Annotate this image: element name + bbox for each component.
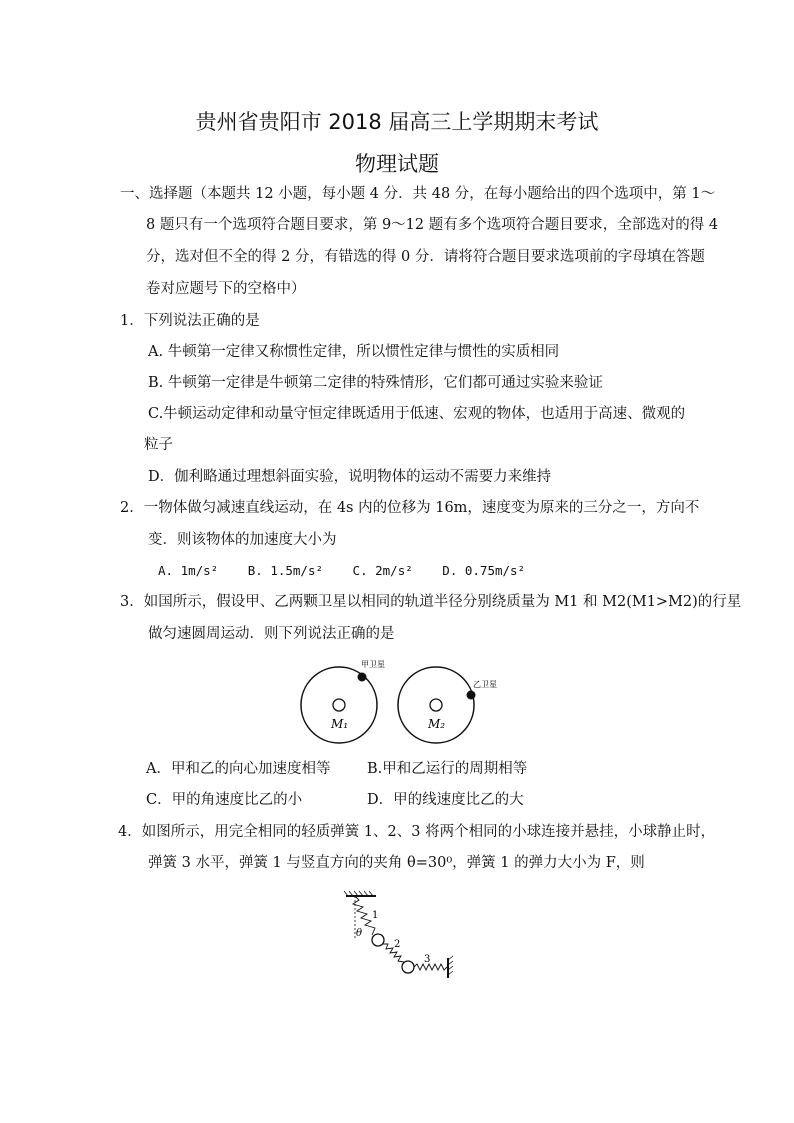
planet-1-label: M₁ xyxy=(331,717,349,731)
section-instructions-line: 卷对应题号下的空格中） xyxy=(146,281,306,297)
planet-1 xyxy=(333,699,345,711)
exam-title: 贵州省贵阳市 2018 届高三上学期期末考试 xyxy=(195,110,599,134)
section-instructions-line: 分，选对但不全的得 2 分，有错选的得 0 分．请将符合题目要求选项前的字母填在答题 xyxy=(146,249,705,265)
q1-option-c-cont: 粒子 xyxy=(144,437,173,453)
q1-option-c: C.牛顿运动定律和动量守恒定律既适用于低速、宏观的物体，也适用于高速、微观的 xyxy=(148,406,686,422)
q1-option-d: D．伽利略通过理想斜面实验，说明物体的运动不需要力来维持 xyxy=(148,469,552,485)
spring-1-label: 1 xyxy=(372,910,379,921)
satellite-yi-label: 乙卫星 xyxy=(473,680,497,689)
satellite-jia-label: 甲卫星 xyxy=(361,660,385,669)
q2-option-d: D. 0.75m/s² xyxy=(442,563,526,578)
q2-option-c: C. 2m/s² xyxy=(352,563,413,578)
q3-option-c: C．甲的角速度比乙的小 xyxy=(146,792,303,808)
q2-options xyxy=(158,561,547,581)
q4-stem-cont: 弹簧 3 水平，弹簧 1 与竖直方向的夹角 θ=30⁰，弹簧 1 的弹力大小为 F，则 xyxy=(148,855,645,871)
spring-2-label: 2 xyxy=(394,939,401,950)
satellite-jia xyxy=(358,673,367,682)
q3-option-a: A．甲和乙的向心加速度相等 xyxy=(146,761,331,777)
q2-stem: 2．一物体做匀减速直线运动，在 4s 内的位移为 16m，速度变为原来的三分之一，方向不 xyxy=(120,500,700,516)
q2-option-b: B. 1.5m/s² xyxy=(247,563,324,578)
q1-option-a: A. 牛顿第一定律又称惯性定律，所以惯性定律与惯性的实质相同 xyxy=(148,344,560,360)
q3-option-d: D．甲的线速度比乙的大 xyxy=(367,792,524,808)
ball-1 xyxy=(372,934,384,946)
spring-ball-figure xyxy=(336,888,466,980)
angle-theta-label: θ xyxy=(356,928,363,939)
satellite-yi xyxy=(467,691,476,700)
planet-2 xyxy=(430,699,442,711)
section-instructions-line: 8 题只有一个选项符合题目要求，第 9～12 题有多个选项符合题目要求，全部选对的得 4 xyxy=(146,217,719,233)
q3-stem: 3．如国所示，假设甲、乙两颗卫星以相同的轨道半径分别绕质量为 M1 和 M2(M1>M2)的行星 xyxy=(120,594,742,610)
q3-stem-cont: 做匀速圆周运动．则下列说法正确的是 xyxy=(148,626,395,642)
spring-3 xyxy=(414,964,447,970)
q2-option-a: A. 1m/s² xyxy=(158,563,219,578)
spring-3-label: 3 xyxy=(424,954,431,965)
satellite-orbits-figure xyxy=(290,655,510,751)
orbit-2 xyxy=(398,667,474,743)
planet-2-label: M₂ xyxy=(428,717,446,731)
q4-stem: 4．如图所示，用完全相同的轻质弹簧 1、2、3 将两个相同的小球连接并悬挂，小球静止时， xyxy=(118,824,716,840)
q3-option-b: B.甲和乙运行的周期相等 xyxy=(367,761,528,777)
q1-option-b: B. 牛顿第一定律是牛顿第二定律的特殊情形，它们都可通过实验来验证 xyxy=(148,375,603,391)
ball-2 xyxy=(402,961,414,973)
q1-stem: 1．下列说法正确的是 xyxy=(120,313,260,329)
section-heading: 一、选择题（本题共 12 小题，每小题 4 分．共 48 分，在每小题给出的四个选项中，第 1～ xyxy=(120,186,716,202)
q2-stem-cont: 变．则该物体的加速度大小为 xyxy=(148,532,337,548)
exam-subject: 物理试题 xyxy=(355,152,439,176)
